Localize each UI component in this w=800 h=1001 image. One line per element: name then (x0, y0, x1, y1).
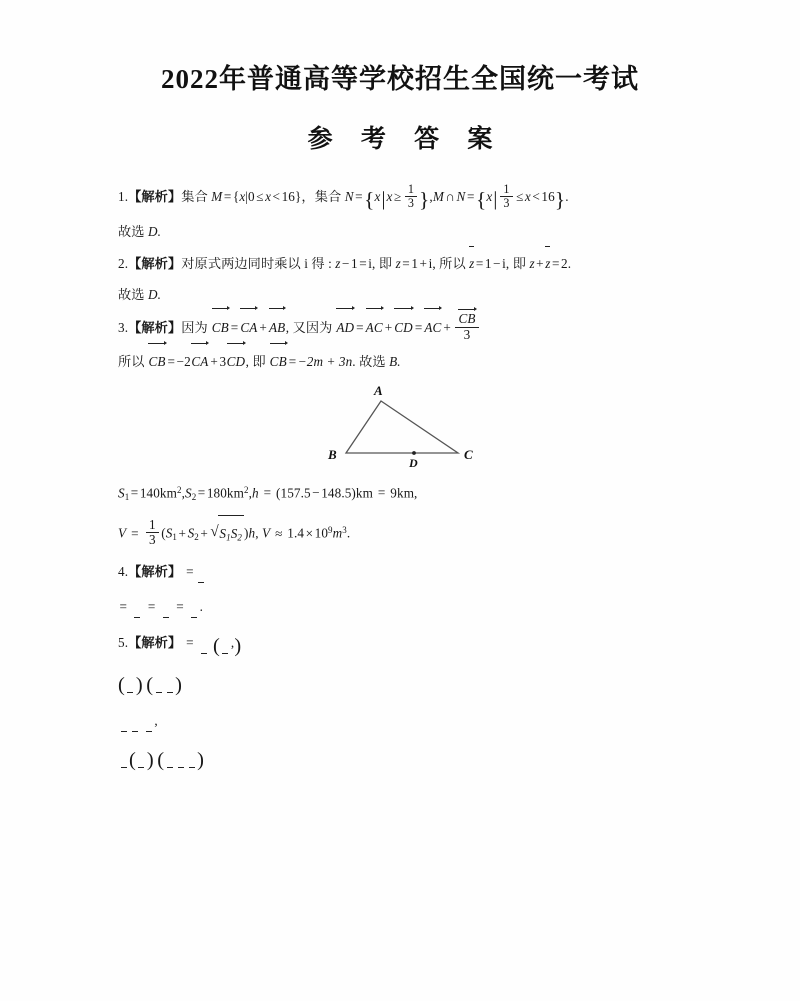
solutions-body (0, 181, 800, 778)
label-C: C (464, 446, 473, 462)
solution-3-conclusion: 故选 (359, 353, 386, 369)
solution-6-line-3: , (118, 703, 704, 739)
comb-numerator (198, 582, 204, 583)
solution-4-line-2: V = $\frac{1}{3}$ ($S_1 + S_2$ + √ $S_1S_2$ )h, $V \approx 1.4 \times 10^9m^3$. (118, 512, 704, 555)
point-D-marker (412, 451, 416, 455)
solution-3-number: 3. (118, 319, 129, 335)
solution-1-tag: 【解析】 (128, 189, 182, 205)
triangle-svg (306, 381, 516, 473)
page-subtitle: 参 考 答 案 (307, 126, 504, 154)
solution-3-result: −2m + 3n (297, 353, 353, 369)
result-mid-numerator (163, 617, 169, 618)
vector-AB: AB (269, 310, 285, 345)
line3-result-numerator (146, 731, 152, 732)
solution-3-coef-a: −2 (176, 353, 191, 369)
solution-3-line-1: 3.【解析】因为 CB = CA + AB, 又因为 AD = AC + CD = AC + $\frac{CB}{3}$ (118, 310, 704, 345)
line4-c-numerator (189, 767, 195, 768)
solution-6-line-1: 5.【解析】 = ( ,) (118, 635, 242, 658)
vector-AD: AD (336, 310, 354, 345)
solution-6-tag: 【解析】 (128, 635, 182, 651)
triangle-shape (346, 401, 458, 453)
solution-5-line-1: 4.【解析】 = (118, 555, 704, 589)
vector-AC: AC (366, 310, 383, 345)
solution-2-text: 对原式两边同时乘以 (181, 255, 301, 271)
line4-pi-numerator (138, 767, 144, 768)
result-final-numerator (191, 617, 197, 618)
solution-1-conclusion: 故选 (118, 223, 145, 239)
solution-6-line-2: ( ) ( ) (118, 674, 183, 697)
solution-2-line-1: 2.【解析】对原式两边同时乘以 i 得 : z − 1 = i, 即 z = 1 + i, 所以 z = 1 − i, 即 z + z = 2. (118, 247, 704, 279)
solution-4-line-1: $S_1 = 140km^2,S_2 = 180km^2,h = (157.5 - 148.5)km = 9km$, (118, 484, 418, 502)
line4-a-numerator (167, 767, 173, 768)
title-block (0, 0, 800, 155)
line4-b-numerator (178, 767, 184, 768)
solution-1-line-2 (118, 216, 704, 247)
solution-2-tag: 【解析】 (128, 255, 182, 271)
line2-pi-numerator (167, 692, 173, 693)
solution-3-because: 因为 (181, 319, 208, 335)
solution-2-answer: D. (147, 286, 162, 302)
solution-1-answer: D. (147, 223, 162, 239)
solution-3-so: 所以 (118, 353, 145, 369)
solution-3-again: 又因为 (292, 319, 333, 335)
period-numerator (201, 653, 207, 654)
solution-3-denominator: 3 (463, 326, 471, 342)
line3-numerator (121, 731, 127, 732)
solution-3-coef-b: 3 (219, 353, 227, 369)
solution-2-number: 2. (118, 255, 129, 271)
line3-pi-numerator (132, 731, 138, 732)
solution-3-tag: 【解析】 (128, 319, 182, 335)
solution-3-thatis: 即 (252, 353, 266, 369)
line2-numerator (127, 692, 133, 693)
label-A: A (374, 382, 383, 398)
vector-CB: CB (212, 310, 229, 345)
point-x-numerator (222, 653, 228, 654)
solution-5-result: = = = . (118, 589, 704, 625)
solution-3-answer: B. (389, 353, 401, 369)
result-numerator (134, 617, 140, 618)
solution-5-tag: 【解析】 (128, 564, 182, 580)
triangle-diagram (118, 381, 704, 473)
solution-1-line-1: 1.【解析】集合 M = {x|0 ≤ x < 16}，集合 N ={x|x ≥ $\frac{1}{3}$ },M ∩ N ={x| $\frac{1}{3}$ ≤ x < 16}. (118, 181, 569, 212)
solution-6-line-4: ( ) ( ) (118, 739, 704, 778)
label-B: B (328, 446, 337, 462)
line4-numerator (121, 767, 127, 768)
label-D: D (409, 455, 418, 470)
page-title: 2022年普通高等学校招生全国统一考试 (161, 64, 639, 94)
solution-6-number: 5. (118, 635, 129, 651)
solution-5-number: 4. (118, 564, 129, 580)
line2-inner-numerator (156, 692, 162, 693)
solution-2-conclusion: 故选 (118, 286, 145, 302)
vector-CD: CD (394, 310, 413, 345)
solution-3-line-2: 所以 CB = −2CA + 3CD, 即 CB = −2m + 3n. 故选 B. (118, 345, 704, 377)
vector-CA: CA (240, 310, 257, 345)
solution-1-text: 集合 (181, 189, 212, 205)
solution-1-number: 1. (118, 189, 129, 205)
